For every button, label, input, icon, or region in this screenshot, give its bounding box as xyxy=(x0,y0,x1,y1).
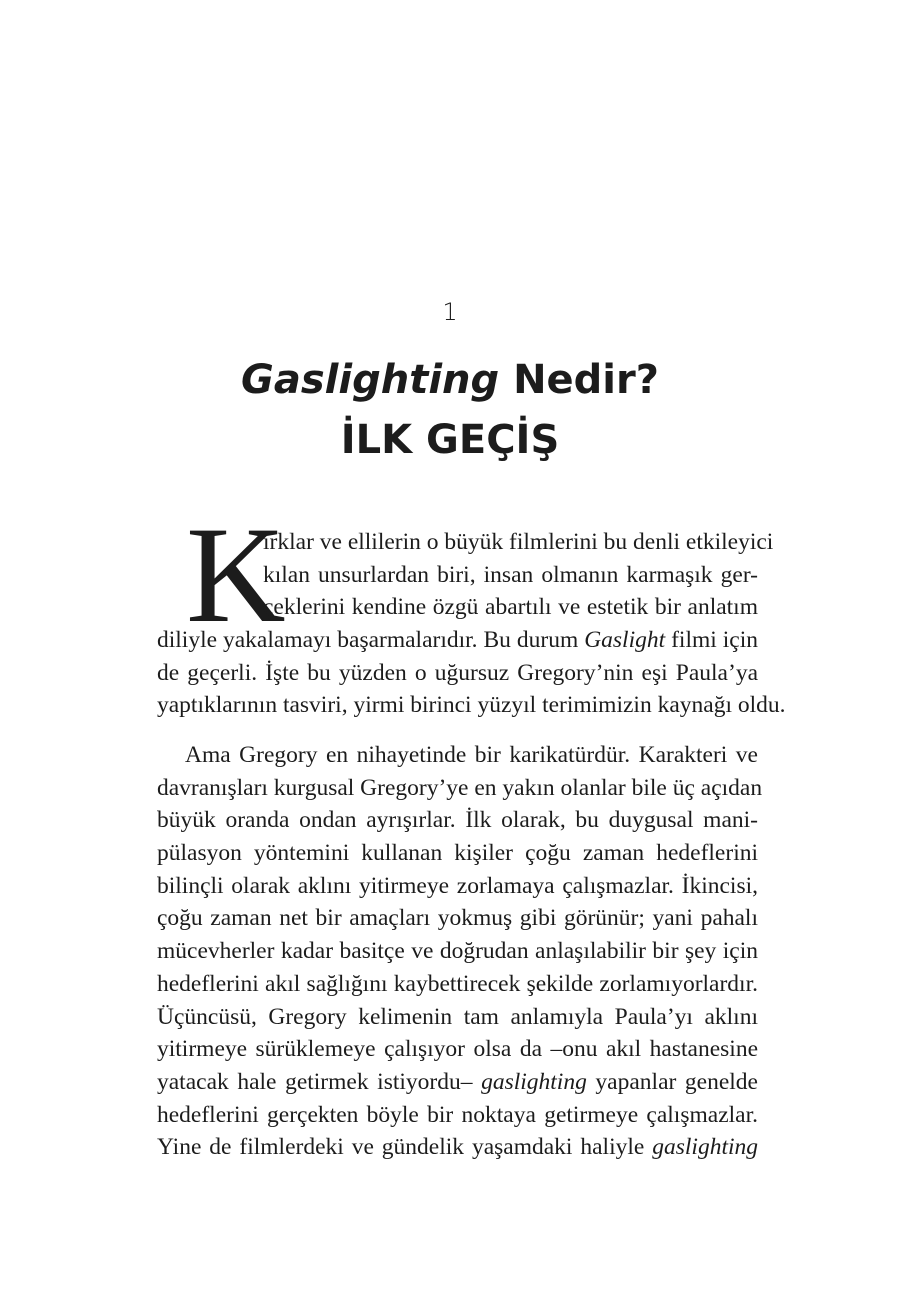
text-line: bilinçli olarak aklını yitirmeye zorlamaya çalışmazlar. İkincisi, xyxy=(157,872,758,899)
paragraph-1 xyxy=(157,526,786,722)
text-line: yaptıklarının tasviri, yirmi birinci yüzyıl terimimizin kaynağı oldu. xyxy=(157,692,786,719)
text-line: hedeflerini akıl sağlığını kaybettirecek şekilde zorlamıyorlardır. xyxy=(157,970,758,997)
chapter-title-italic: Gaslighting xyxy=(241,357,500,403)
text-segment: yatacak hale getirmek istiyordu– xyxy=(157,1068,482,1095)
drop-cap: K xyxy=(186,498,286,651)
chapter-title-rest: Nedir? xyxy=(499,357,659,403)
text-line: çoğu zaman net bir amaçları yokmuş gibi görünür; yani pahalı xyxy=(157,905,758,932)
text-segment: Yine de filmlerdeki ve gündelik yaşamdaki haliyle xyxy=(157,1134,653,1161)
text-line: Ama Gregory en nihayetinde bir karikatürdür. Karakteri ve xyxy=(185,742,758,768)
text-line: hedeflerini gerçekten böyle bir noktaya getirmeye çalışmazlar. xyxy=(157,1101,758,1128)
text-segment: diliyle yakalamayı başarmalarıdır. Bu durum xyxy=(157,627,585,654)
text-line: mücevherler kadar basitçe ve doğrudan anlaşılabilir bir şey için xyxy=(157,938,758,965)
chapter-number: 1 xyxy=(442,298,458,326)
term-gaslighting: gaslighting xyxy=(481,1068,587,1095)
text-segment: yapanlar genelde xyxy=(586,1068,758,1095)
text-line: ırklar ve ellilerin o büyük filmlerini bu denli etkileyici xyxy=(263,529,774,555)
text-line: kılan unsurlardan biri, insan olmanın karmaşık ger- xyxy=(263,561,758,588)
text-line: yitirmeye sürüklemeye çalışıyor olsa da –onu akıl hastanesine xyxy=(157,1036,758,1063)
text-line xyxy=(157,1131,758,1164)
chapter-title-line xyxy=(0,350,900,410)
text-segment: filmi için xyxy=(665,627,758,654)
text-line xyxy=(157,1066,758,1099)
text-line: de geçerli. İşte bu yüzden o uğursuz Gregory’nin eşi Paula’ya xyxy=(157,659,758,686)
film-title-gaslight: Gaslight xyxy=(584,627,666,654)
text-line: pülasyon yöntemini kullanan kişiler çoğu zaman hedeflerini xyxy=(157,840,758,867)
chapter-title xyxy=(0,350,900,470)
paragraph-2 xyxy=(157,739,763,1164)
term-gaslighting: gaslighting xyxy=(652,1134,758,1161)
text-line: davranışları kurgusal Gregory’ye en yakın olanlar bile üç açıdan xyxy=(157,774,763,801)
text-line: Üçüncüsü, Gregory kelimenin tam anlamıyla Paula’yı aklını xyxy=(157,1003,758,1030)
text-line xyxy=(157,624,758,657)
text-line: çeklerini kendine özgü abartılı ve estetik bir anlatım xyxy=(263,594,758,621)
text-line: büyük oranda ondan ayrışırlar. İlk olarak, bu duygusal mani- xyxy=(157,807,758,834)
chapter-subtitle: İLK GEÇİŞ xyxy=(340,417,560,463)
